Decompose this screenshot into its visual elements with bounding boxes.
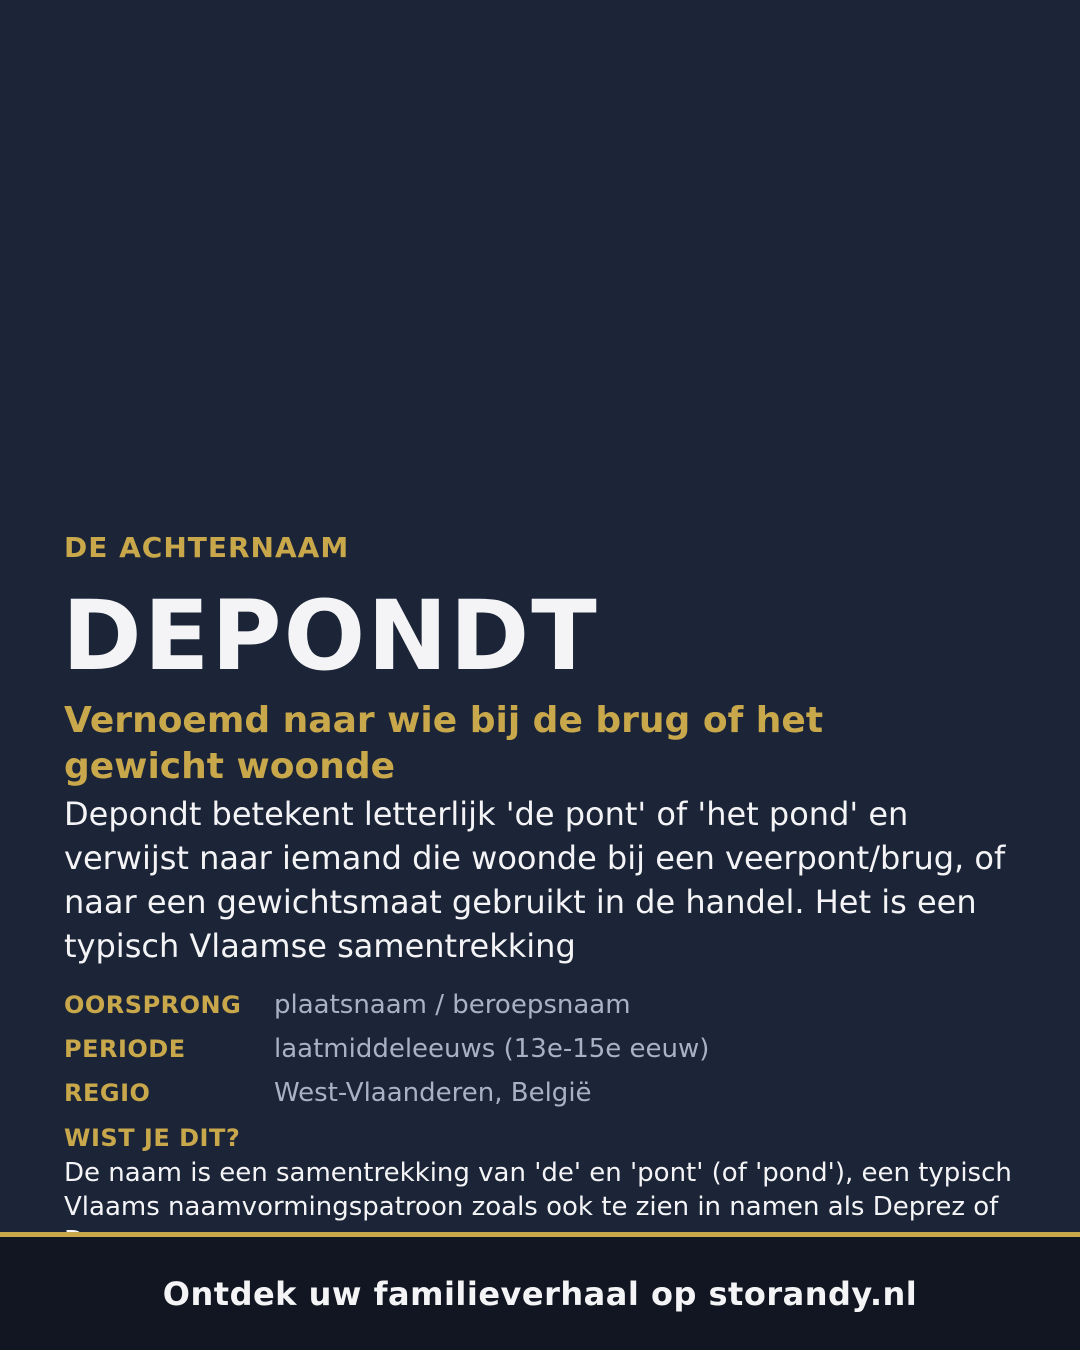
fact-value: laatmiddeleeuws (13e-15e eeuw) <box>274 1034 710 1064</box>
surname-title: DEPONDT <box>62 580 599 692</box>
facts-list <box>64 990 1014 1122</box>
fact-label: OORSPRONG <box>64 991 242 1019</box>
surname-card <box>64 532 1014 1258</box>
did-you-know-title: WIST JE DIT? <box>64 1124 241 1152</box>
fact-value: plaatsnaam / beroepsnaam <box>274 990 631 1020</box>
eyebrow-label: DE ACHTERNAAM <box>64 531 350 564</box>
fact-label: REGIO <box>64 1079 151 1107</box>
fact-row-region <box>64 1078 1014 1122</box>
did-you-know-text: De naam is een samentrekking van 'de' en 'pont' (of 'pond'), een typisch Vlaams naamvormingspatroon zoals ook te zien in namen als Deprez of <box>64 1158 1012 1222</box>
surname-tagline: Vernoemd naar wie bij de brug of het gewicht woonde <box>64 700 824 787</box>
fact-value: West-Vlaanderen, België <box>274 1078 592 1108</box>
footer-bar <box>0 1237 1080 1350</box>
surname-description: Depondt betekent letterlijk 'de pont' of 'het pond' en verwijst naar iemand die woonde bij een veerpont/brug, of naar een gewichtsmaat gebruikt in de handel. Het is een typisch Vlaamse samentrekking <box>64 795 1006 965</box>
fact-label: PERIODE <box>64 1035 186 1063</box>
fact-row-origin <box>64 990 1014 1034</box>
footer-cta[interactable]: Ontdek uw familieverhaal op storandy.nl <box>162 1274 918 1313</box>
fact-row-period <box>64 1034 1014 1078</box>
